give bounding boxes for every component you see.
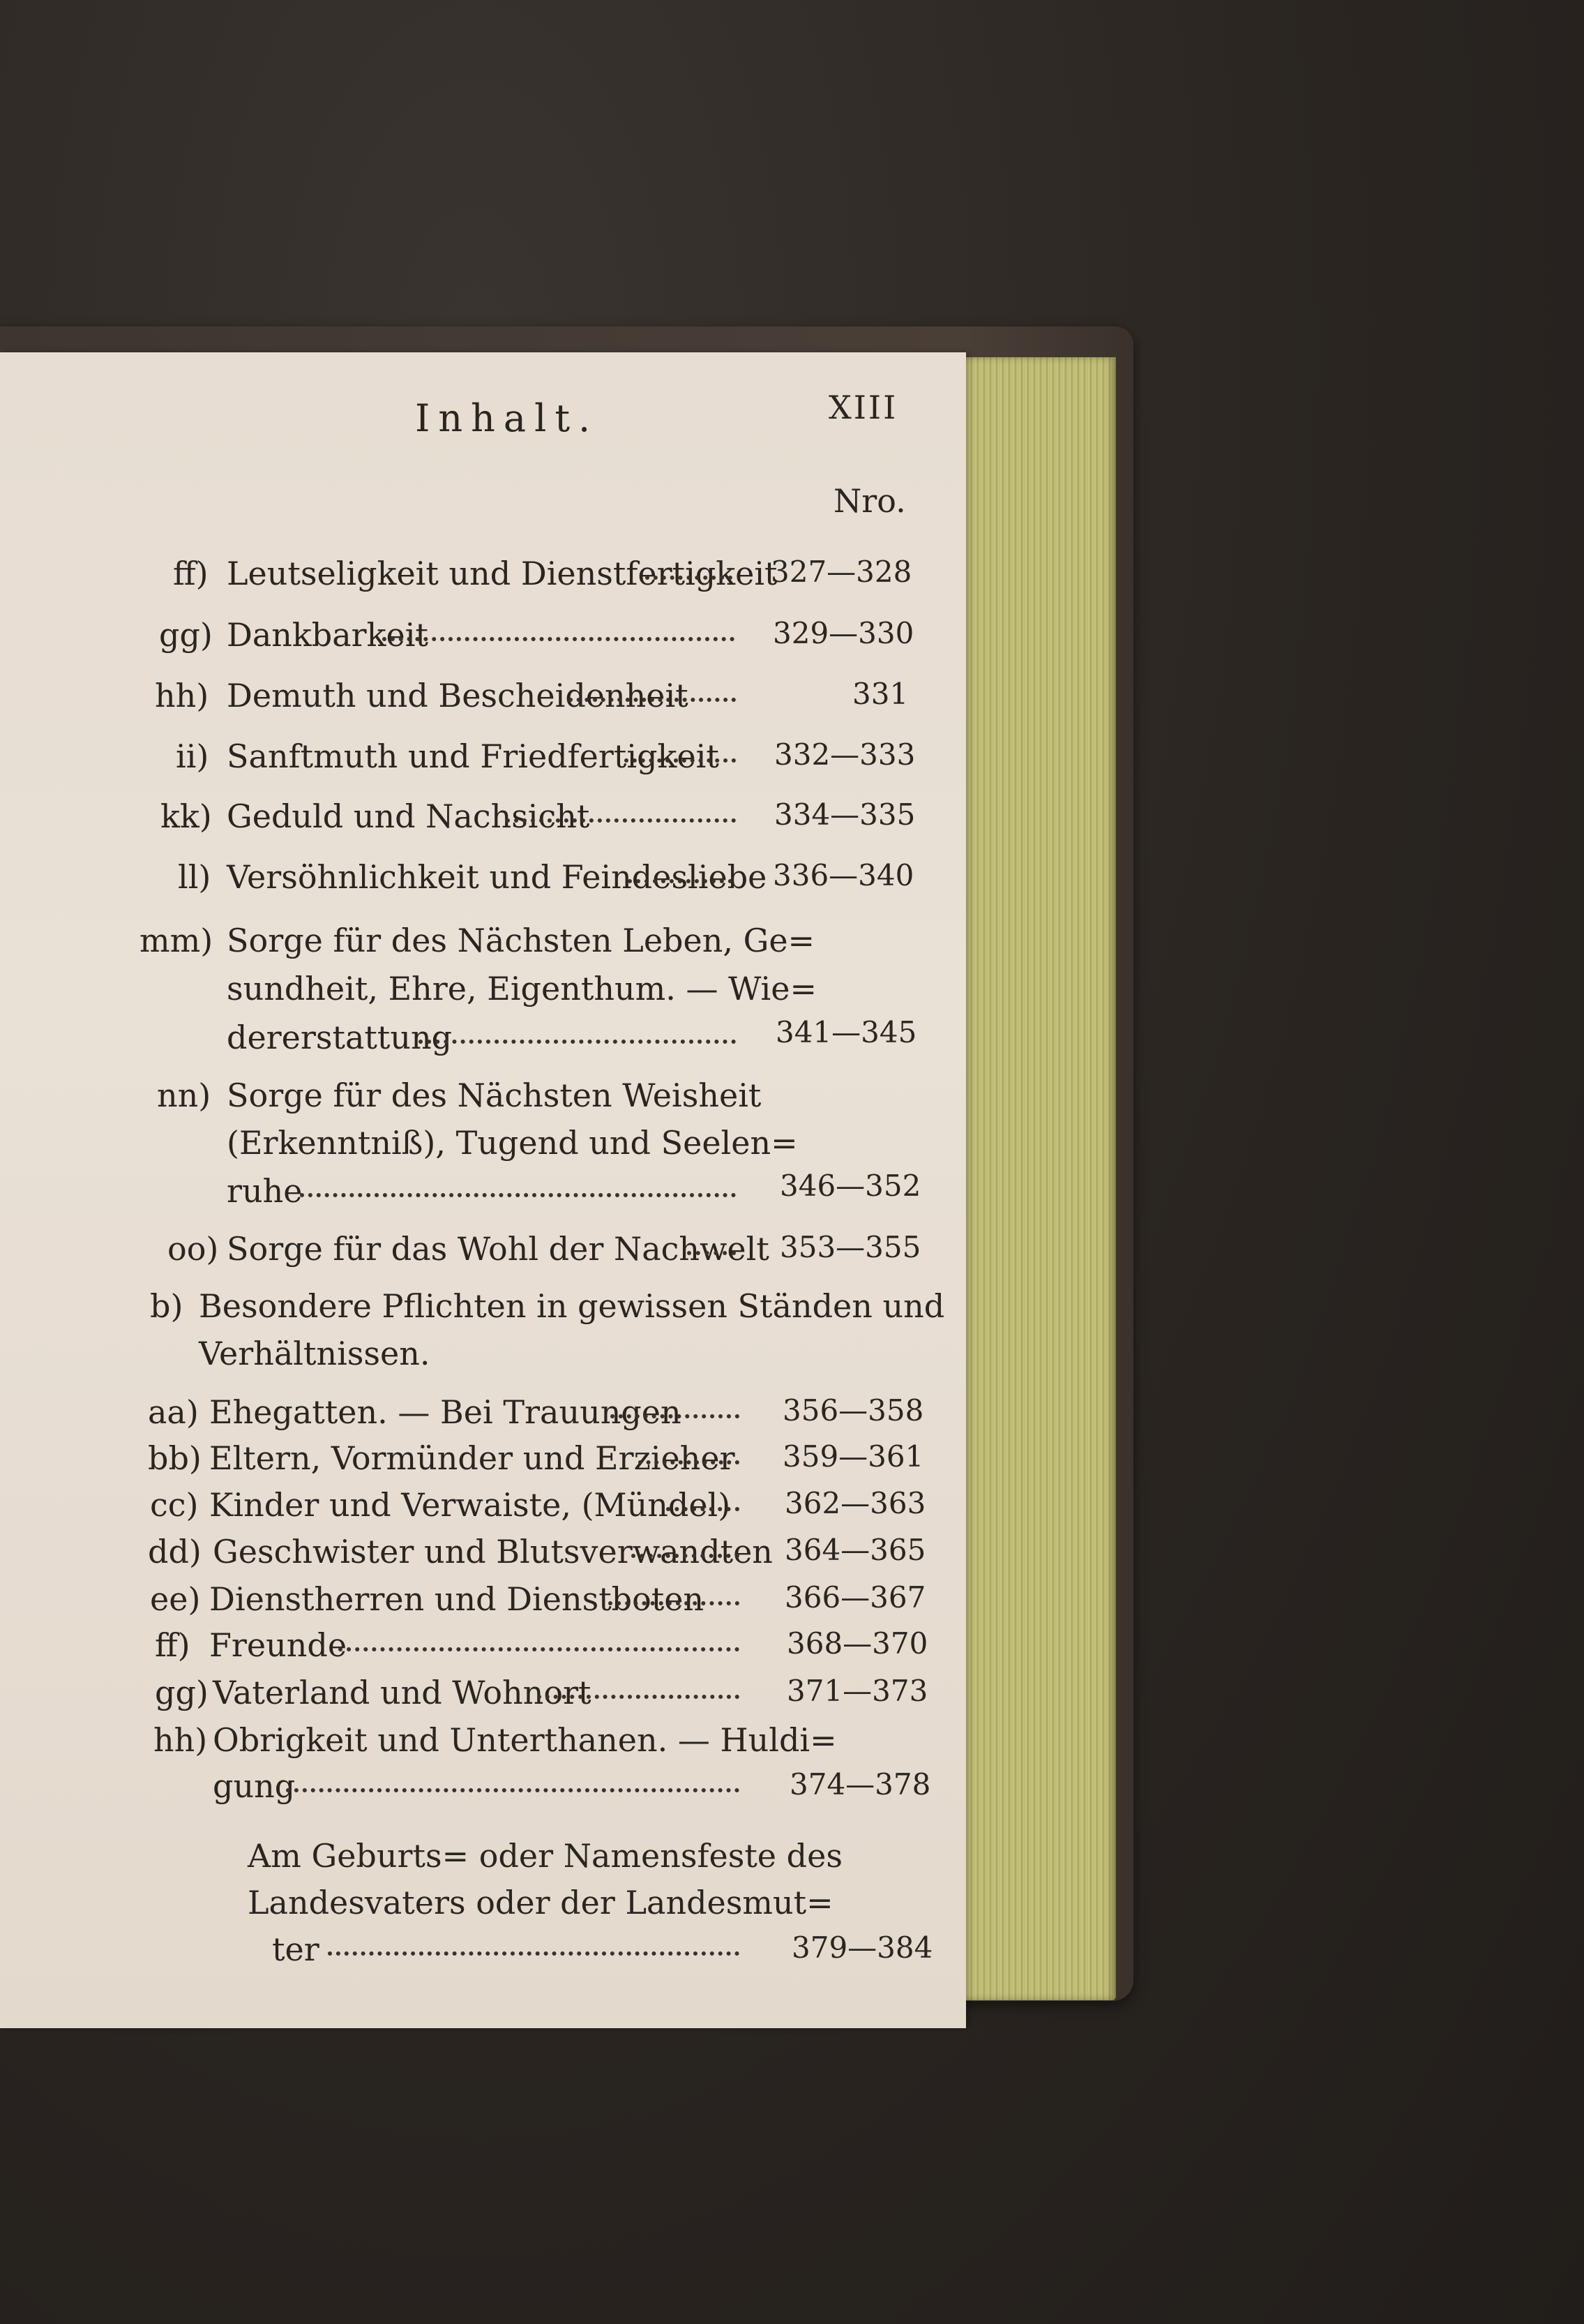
dot-leader <box>506 818 736 823</box>
entry-pages: 379—384 <box>792 1931 933 1965</box>
entry-label: cc) <box>150 1486 199 1524</box>
dot-leader <box>645 576 732 580</box>
dot-leader <box>568 698 736 702</box>
entry-text: Ehegatten. — Bei Trauungen <box>209 1393 681 1431</box>
entry-pages: 334—335 <box>774 797 916 832</box>
entry-pages: 366—367 <box>785 1580 926 1614</box>
entry-text: Demuth und Bescheidenheit <box>227 677 688 714</box>
entry-label: bb) <box>148 1439 202 1477</box>
entry-label: ff) <box>155 1626 190 1664</box>
page-number: XIII <box>829 389 898 426</box>
entry-label: oo) <box>167 1230 219 1268</box>
dot-leader <box>537 1695 739 1699</box>
entry-pages: 353—355 <box>780 1230 921 1264</box>
entry-text: Dienstherren und Dienstboten <box>209 1580 704 1618</box>
dot-leader <box>631 1554 739 1558</box>
entry-pages: 336—340 <box>773 858 914 892</box>
dot-leader <box>666 1507 739 1511</box>
entry-label: gg) <box>155 1674 209 1711</box>
gilded-page-edges <box>961 357 1116 2000</box>
entry-pages: 364—365 <box>785 1533 926 1567</box>
entry-text-line: Am Geburts= oder Namensfeste des <box>248 1837 843 1875</box>
entry-text: Sorge für das Wohl der Nachwelt <box>227 1230 769 1268</box>
entry-text: Leutseligkeit und Dienstfertigkeit <box>227 555 778 592</box>
entry-label: ff) <box>173 555 209 592</box>
entry-pages: 341—345 <box>776 1015 917 1049</box>
entry-pages: 368—370 <box>787 1626 928 1660</box>
dot-leader <box>328 1951 739 1956</box>
entry-label: ll) <box>178 858 211 896</box>
dot-leader <box>638 1460 739 1464</box>
entry-text-line: Verhältnissen. <box>199 1335 430 1372</box>
entry-pages: 331 <box>852 677 909 711</box>
entry-label: kk) <box>160 797 212 835</box>
entry-pages: 359—361 <box>783 1439 924 1474</box>
entry-label: b) <box>150 1287 183 1325</box>
entry-label: ee) <box>150 1580 201 1618</box>
dot-leader <box>610 1414 739 1418</box>
entry-pages: 327—328 <box>771 555 912 589</box>
dot-leader <box>687 1251 736 1255</box>
entry-text-line: (Erkenntniß), Tugend und Seelen= <box>227 1124 798 1162</box>
dot-leader <box>608 1601 739 1605</box>
entry-text-line: dererstattung <box>227 1019 453 1056</box>
entry-text-line: Sorge für des Nächsten Leben, Ge= <box>227 922 815 959</box>
page-title: Inhalt. <box>415 396 599 440</box>
entry-text: Dankbarkeit <box>227 616 428 654</box>
entry-pages: 356—358 <box>783 1393 924 1427</box>
dot-leader <box>382 637 734 641</box>
entry-text: Sanftmuth und Friedfertigkeit <box>227 737 719 775</box>
entry-text-line: gung <box>213 1767 296 1805</box>
entry-text: Eltern, Vormünder und Erzieher <box>209 1439 735 1477</box>
entry-label: nn) <box>157 1077 211 1114</box>
entry-label: ii) <box>176 737 209 775</box>
entry-label: mm) <box>139 922 213 959</box>
dot-leader <box>338 1647 739 1651</box>
entry-label: aa) <box>148 1393 199 1431</box>
entry-text-line: ruhe <box>227 1172 303 1210</box>
entry-text: Geschwister und Blutsverwandten <box>213 1533 773 1570</box>
entry-text-line: ter <box>272 1931 319 1968</box>
entry-pages: 374—378 <box>790 1767 931 1801</box>
entry-label: dd) <box>148 1533 202 1570</box>
entry-label: hh) <box>153 1721 208 1759</box>
dot-leader <box>418 1040 736 1044</box>
entry-text: Vaterland und Wohnort <box>213 1674 591 1711</box>
entry-text-line: Obrigkeit und Unterthanen. — Huldi= <box>213 1721 837 1759</box>
entry-label: gg) <box>159 616 213 654</box>
entry-pages: 329—330 <box>773 616 914 650</box>
entry-text: Versöhnlichkeit und Feindesliebe <box>227 858 767 896</box>
entry-pages: 346—352 <box>780 1169 921 1203</box>
entry-pages: 332—333 <box>774 737 916 772</box>
dot-leader <box>300 1193 736 1197</box>
dot-leader <box>628 879 732 883</box>
entry-text-line: sundheit, Ehre, Eigenthum. — Wie= <box>227 970 817 1007</box>
entry-pages: 362—363 <box>785 1486 926 1520</box>
entry-text: Kinder und Verwaiste, (Mündel) <box>209 1486 731 1524</box>
entry-text: Freunde <box>209 1626 347 1664</box>
entry-label: hh) <box>155 677 209 714</box>
dot-leader <box>286 1788 739 1792</box>
book-page <box>0 352 966 2028</box>
entry-text: Geduld und Nachsicht <box>227 797 590 835</box>
entry-text-line: Landesvaters oder der Landesmut= <box>248 1884 834 1921</box>
entry-pages: 371—373 <box>787 1674 928 1708</box>
entry-text-line: Sorge für des Nächsten Weisheit <box>227 1077 762 1114</box>
entry-text-line: Besondere Pflichten in gewissen Ständen und <box>199 1287 945 1325</box>
column-label: Nro. <box>834 482 906 520</box>
dot-leader <box>624 758 736 763</box>
